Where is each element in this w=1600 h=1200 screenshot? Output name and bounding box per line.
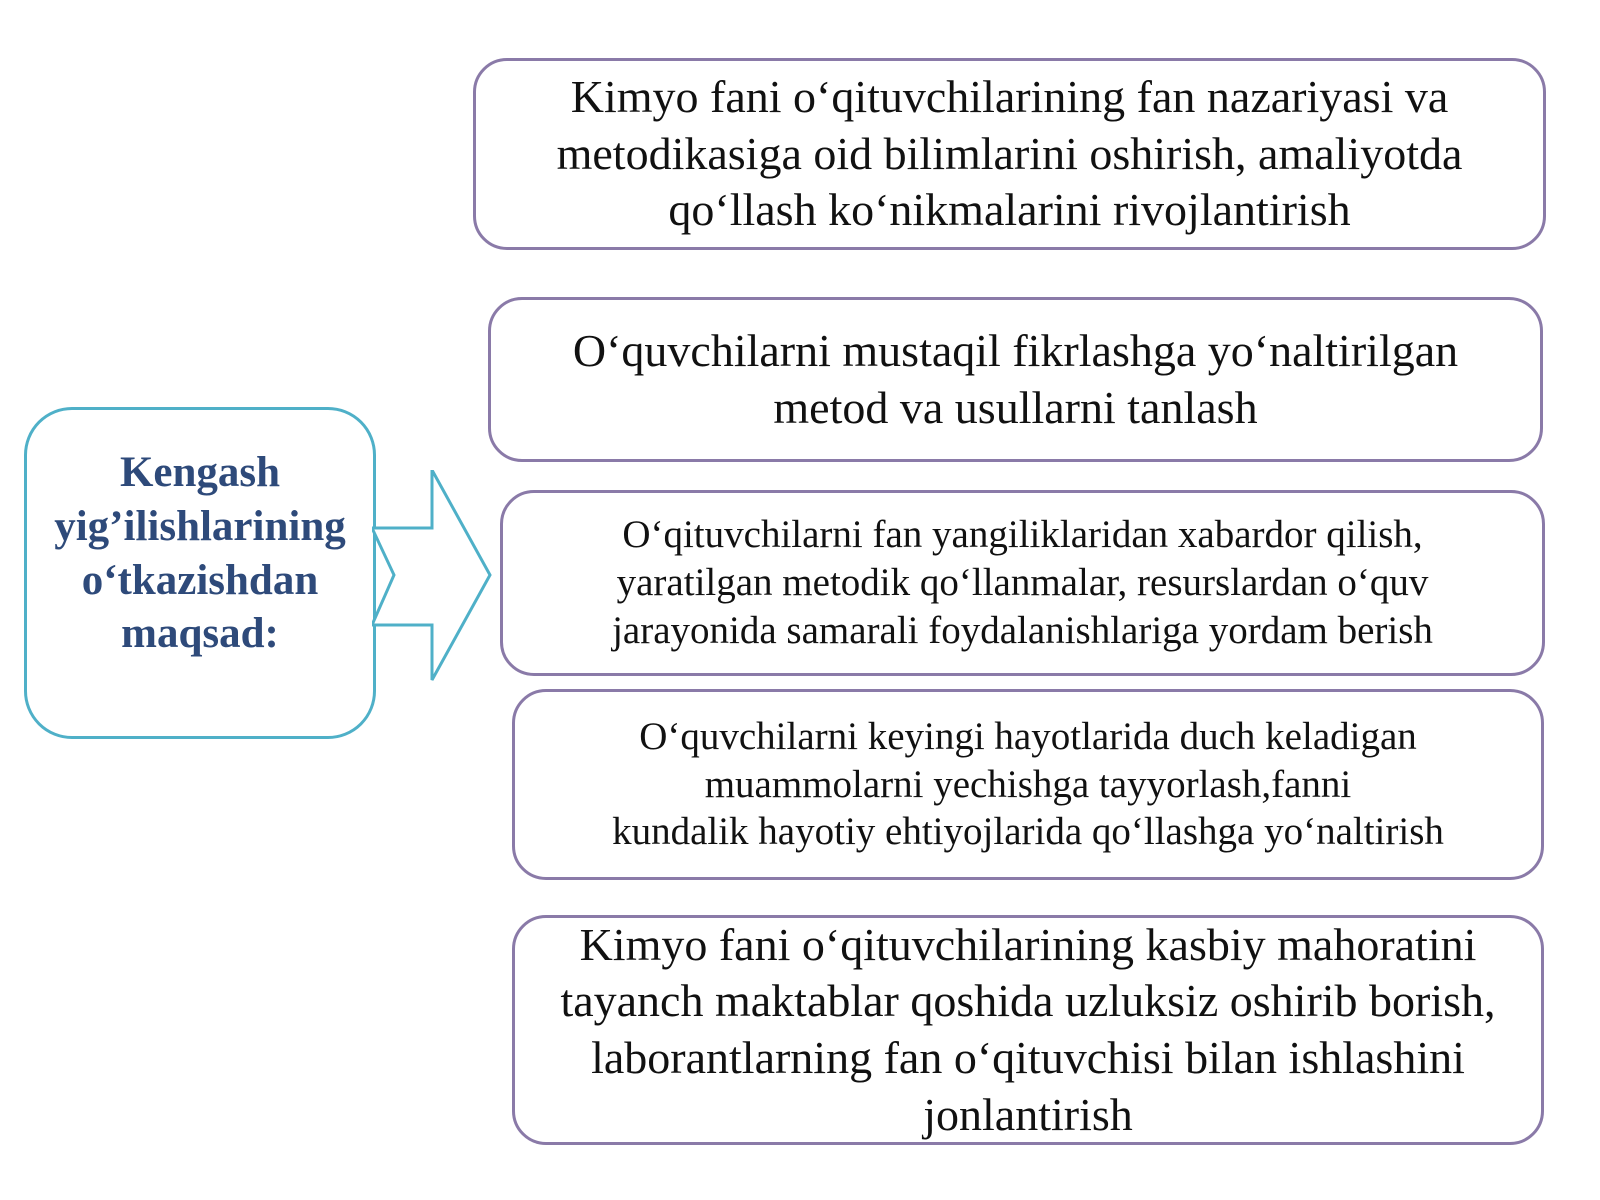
goal-box-2	[488, 297, 1543, 462]
goal-line: qo‘llash ko‘nikmalarini rivojlantirish	[668, 184, 1351, 236]
goal-text-2	[573, 323, 1458, 436]
goal-line: muammolarni yechishga tayyorlash,fanni	[704, 762, 1352, 806]
goal-line: yaratilgan metodik qo‘llanmalar, resurslardan o‘quv	[616, 561, 1429, 605]
goal-title-box	[24, 407, 376, 739]
goal-line: metodikasiga oid bilimlarini oshirish, amaliyotda	[556, 127, 1463, 179]
goal-title-text	[54, 446, 346, 661]
goal-box-4	[512, 689, 1544, 880]
goal-box-5	[512, 915, 1544, 1145]
goal-text-4	[612, 713, 1444, 857]
goal-line: jarayonida samarali foydalanishlariga yordam berish	[612, 608, 1433, 652]
goal-title-line: Kengash	[119, 449, 281, 496]
goal-title-line: yig’ilishlarining	[54, 502, 346, 550]
goal-line: jonlantirish	[923, 1088, 1133, 1140]
goal-text-5	[560, 917, 1495, 1143]
goal-box-1	[473, 58, 1546, 250]
goal-line: O‘qituvchilarni fan yangiliklaridan xabardor qilish,	[622, 513, 1423, 557]
goal-line: O‘quvchilarni mustaqil fikrlashga yo‘naltirilgan	[572, 324, 1459, 376]
right-arrow-icon	[372, 470, 492, 690]
goal-line: Kimyo fani o‘qituvchilarining fan nazariyasi va	[570, 71, 1449, 123]
arrow-shape	[372, 470, 490, 680]
goal-text-1	[557, 69, 1463, 239]
goal-title-line: maqsad:	[121, 610, 279, 658]
goal-title-line: o‘tkazishdan	[81, 556, 319, 604]
goal-text-3	[612, 511, 1433, 655]
goal-line: Kimyo fani o‘qituvchilarining kasbiy mahoratini	[579, 918, 1477, 970]
goal-line: laborantlarning fan o‘qituvchisi bilan ishlashini	[591, 1032, 1465, 1083]
goal-line: tayanch maktablar qoshida uzluksiz oshirib borish,	[560, 975, 1496, 1027]
goal-line: metod va usullarni tanlash	[773, 381, 1258, 433]
goal-box-3	[500, 490, 1545, 676]
goal-line: kundalik hayotiy ehtiyojlarida qo‘llashga yo‘naltirish	[612, 810, 1444, 854]
goal-line: O‘quvchilarni keyingi hayotlarida duch keladigan	[639, 714, 1417, 758]
